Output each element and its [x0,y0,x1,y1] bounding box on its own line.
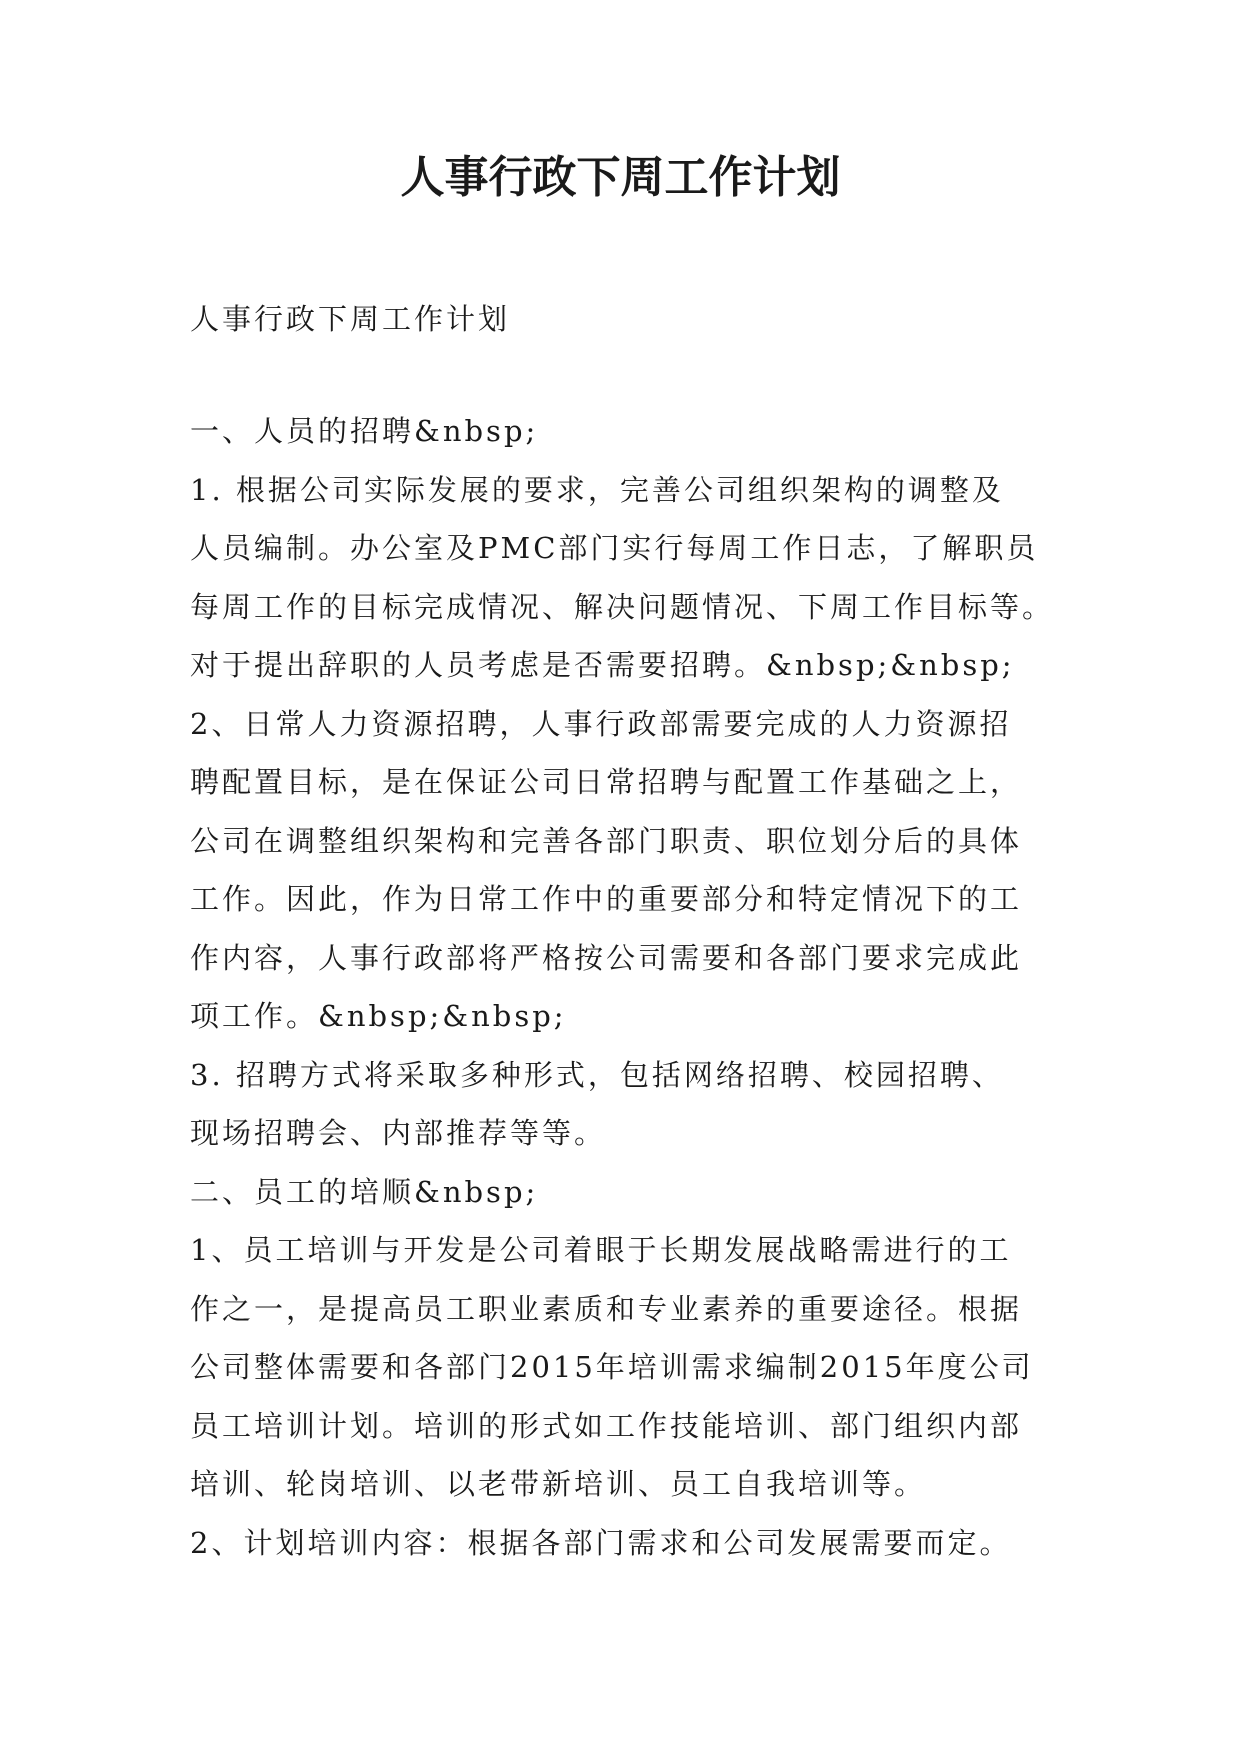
section-heading-training: 二、员工的培顺&nbsp; [190,1174,539,1209]
paragraph-line: 项工作。&nbsp;&nbsp; [190,999,567,1033]
paragraph-line: 1. 根据公司实际发展的要求，完善公司组织架构的调整及 [190,472,1004,507]
document-body [190,402,1070,1572]
paragraph-line: 工作。因此，作为日常工作中的重要部分和特定情况下的工 [190,882,1023,916]
paragraph-line: 每周工作的目标完成情况、解决问题情况、下周工作目标等。 [190,589,1055,624]
document-title: 人事行政下周工作计划 [400,152,841,203]
paragraph-line: 2、日常人力资源招聘，人事行政部需要完成的人力资源招 [190,706,1012,741]
paragraph-line: 2、计划培训内容：根据各部门需求和公司发展需要而定。 [190,1525,1012,1560]
paragraph-line: 作之一，是提高员工职业素质和专业素养的重要途径。根据 [190,1291,1023,1326]
paragraph-line: 公司在调整组织架构和完善各部门职责、职位划分后的具体 [190,823,1023,858]
paragraph-line: 员工培训计划。培训的形式如工作技能培训、部门组织内部 [190,1408,1023,1443]
paragraph-line: 1、员工培训与开发是公司着眼于长期发展战略需进行的工 [190,1233,1012,1267]
paragraph-line: 培训、轮岗培训、以老带新培训、员工自我培训等。 [190,1467,927,1501]
paragraph-line: 聘配置目标，是在保证公司日常招聘与配置工作基础之上， [190,765,1023,799]
paragraph-line: 作内容，人事行政部将严格按公司需要和各部门要求完成此 [190,940,1023,975]
paragraph-line: 现场招聘会、内部推荐等等。 [190,1116,607,1150]
section-heading-recruitment: 一、人员的招聘&nbsp; [190,414,539,448]
paragraph-line: 对于提出辞职的人员考虑是否需要招聘。&nbsp;&nbsp; [190,648,1015,682]
document-subtitle: 人事行政下周工作计划 [190,302,511,336]
paragraph-line: 公司整体需要和各部门2015年培训需求编制2015年度公司 [190,1350,1034,1384]
paragraph-line: 3. 招聘方式将采取多种形式，包括网络招聘、校园招聘、 [190,1057,1004,1092]
paragraph-line: 人员编制。办公室及PMC部门实行每周工作日志，了解职员 [190,531,1039,565]
